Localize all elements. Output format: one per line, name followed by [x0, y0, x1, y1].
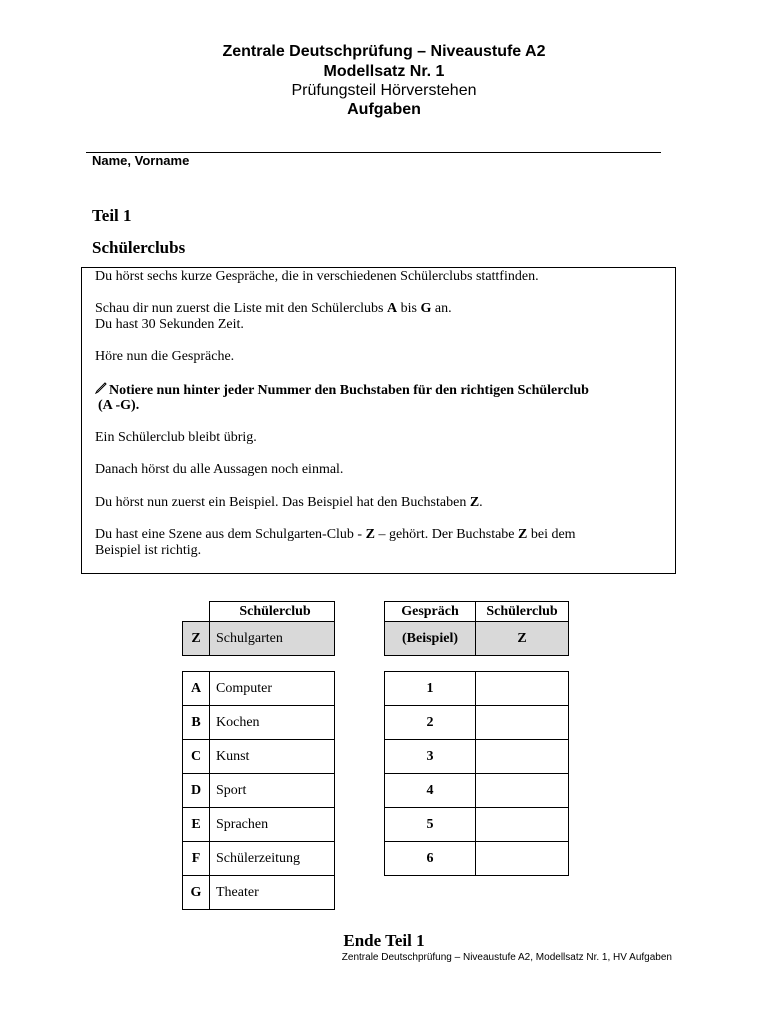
answer-table — [384, 671, 569, 876]
club-letter: A — [183, 672, 210, 706]
page-footer: Zentrale Deutschprüfung – Niveaustufe A2, Modellsatz Nr. 1, HV Aufgaben — [341, 952, 672, 963]
answer-row — [385, 672, 569, 706]
club-name: Computer — [210, 672, 335, 706]
instruction-p3: Du hast 30 Sekunden Zeit. — [95, 317, 244, 332]
answer-cell[interactable] — [476, 842, 569, 876]
club-row — [183, 808, 335, 842]
answer-row — [385, 740, 569, 774]
clubs-table — [182, 671, 335, 910]
club-row — [183, 774, 335, 808]
instruction-p8: Du hörst nun zuerst ein Beispiel. Das Beispiel hat den Buchstaben Z. — [95, 495, 483, 510]
club-name: Schülerzeitung — [210, 842, 335, 876]
answer-cell[interactable] — [476, 808, 569, 842]
club-letter: B — [183, 706, 210, 740]
club-row — [183, 672, 335, 706]
instruction-p5: Notiere nun hinter jeder Nummer den Buchstaben für den richtigen Schülerclub — [95, 382, 665, 399]
club-name: Kochen — [210, 706, 335, 740]
aufgaben-title: Aufgaben — [347, 101, 421, 118]
gespraech-number: 5 — [385, 808, 476, 842]
answer-example-table — [384, 601, 569, 656]
club-letter: D — [183, 774, 210, 808]
club-letter: E — [183, 808, 210, 842]
pencil-icon — [95, 382, 109, 399]
club-name: Sprachen — [210, 808, 335, 842]
club-letter: G — [183, 876, 210, 910]
club-name: Schulgarten — [210, 622, 335, 656]
answer-row — [385, 842, 569, 876]
schuelerclub-header: Schülerclub — [476, 602, 569, 622]
instruction-p9-cont: Beispiel ist richtig. — [95, 543, 202, 558]
section-title: Schülerclubs — [92, 238, 186, 257]
answer-cell[interactable] — [476, 774, 569, 808]
answer-row — [385, 808, 569, 842]
teil-heading: Teil 1 — [92, 206, 132, 225]
example-answer: Z — [476, 622, 569, 656]
club-letter: F — [183, 842, 210, 876]
doc-title: Zentrale Deutschprüfung – Niveaustufe A2 — [222, 43, 546, 60]
club-letter: C — [183, 740, 210, 774]
instruction-p7: Danach hörst du alle Aussagen noch einmal. — [95, 462, 344, 477]
answer-cell[interactable] — [476, 672, 569, 706]
gespraech-number: 2 — [385, 706, 476, 740]
club-name: Kunst — [210, 740, 335, 774]
pruefungsteil-title: Prüfungsteil Hörverstehen — [291, 82, 477, 99]
modellsatz-title: Modellsatz Nr. 1 — [323, 63, 445, 80]
name-label: Name, Vorname — [92, 153, 190, 168]
answer-row — [385, 774, 569, 808]
example-label: (Beispiel) — [385, 622, 476, 656]
club-row — [183, 842, 335, 876]
clubs-header: Schülerclub — [210, 602, 335, 622]
gespraech-number: 1 — [385, 672, 476, 706]
club-row — [183, 876, 335, 910]
instruction-p4: Höre nun die Gespräche. — [95, 349, 235, 364]
gespraech-number: 6 — [385, 842, 476, 876]
instruction-p5b: (A -G). — [98, 398, 140, 413]
answer-cell[interactable] — [476, 740, 569, 774]
club-row — [183, 706, 335, 740]
answer-row — [385, 706, 569, 740]
answer-cell[interactable] — [476, 706, 569, 740]
club-name: Sport — [210, 774, 335, 808]
ende-teil: Ende Teil 1 — [343, 931, 425, 950]
club-letter: Z — [183, 622, 210, 656]
clubs-example-table — [182, 601, 335, 656]
club-row — [183, 740, 335, 774]
instruction-p6: Ein Schülerclub bleibt übrig. — [95, 430, 257, 445]
gespraech-number: 4 — [385, 774, 476, 808]
instruction-p1: Du hörst sechs kurze Gespräche, die in verschiedenen Schülerclubs stattfinden. — [95, 269, 539, 284]
instruction-p9: Du hast eine Szene aus dem Schulgarten-Club - Z – gehört. Der Buchstabe Z bei dem — [95, 527, 576, 542]
club-name: Theater — [210, 876, 335, 910]
gespraech-number: 3 — [385, 740, 476, 774]
gespraech-header: Gespräch — [385, 602, 476, 622]
instruction-p2: Schau dir nun zuerst die Liste mit den Schülerclubs A bis G an. — [95, 301, 452, 316]
